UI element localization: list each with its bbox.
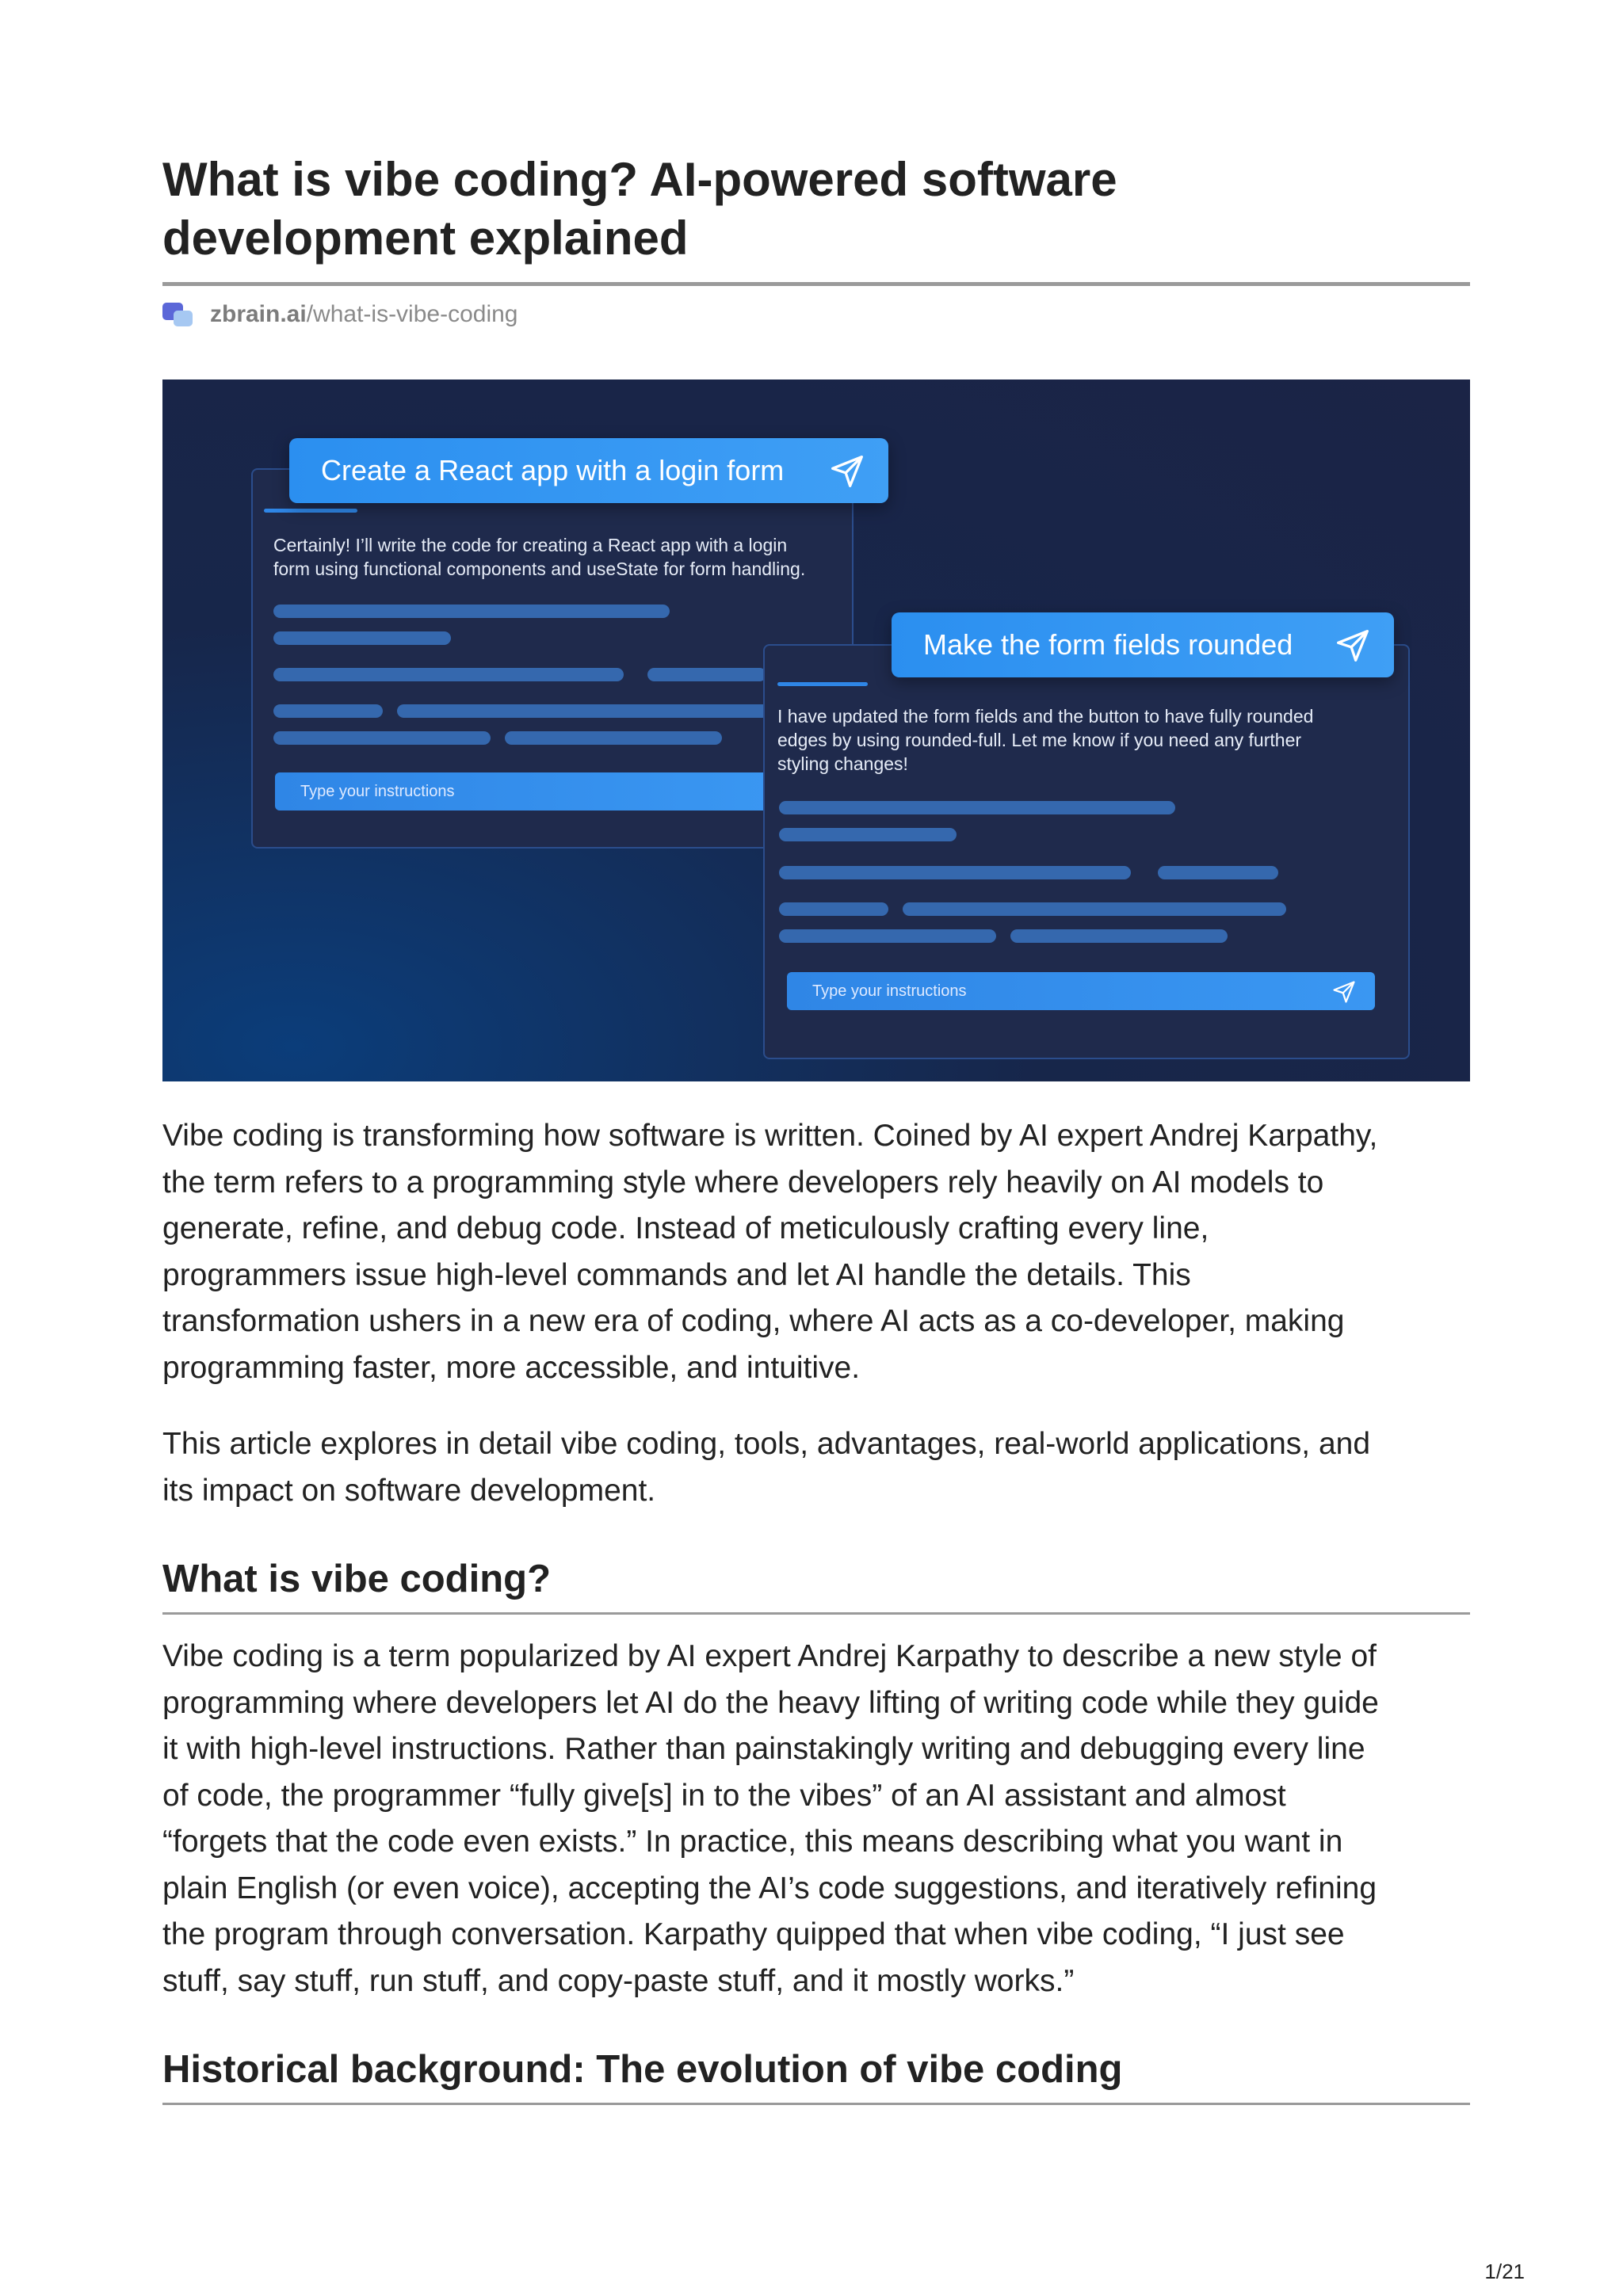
page-number: 1/21 xyxy=(1484,2260,1525,2283)
skeleton-line xyxy=(273,731,491,745)
instructions-input-2: Type your instructions xyxy=(787,972,1375,1010)
skeleton-line xyxy=(273,668,624,681)
skeleton-line xyxy=(779,902,888,916)
send-icon xyxy=(1332,980,1356,1004)
skeleton-line xyxy=(1010,929,1228,943)
skeleton-line xyxy=(273,605,670,618)
article xyxy=(162,151,1470,2105)
section-divider xyxy=(162,2103,1470,2105)
skeleton-line xyxy=(273,704,383,718)
prompt-bubble-1: Create a React app with a login form xyxy=(289,438,888,503)
title-divider xyxy=(162,282,1470,286)
intro-paragraph: Vibe coding is transforming how software is written. Coined by AI expert Andrej Karpathy, the term refers to a programming style where developers rely heavily on AI models to generate, refine, and debug code. Instead of meticulously crafting every line, programmers issue high-level commands and let AI handle the details. This transformation ushers in a new era of coding, where AI acts as a co-developer, making programming faster, more accessible, and intuitive. xyxy=(162,1119,1378,1385)
skeleton-line xyxy=(779,866,1131,879)
prompt-bubble-2: Make the form fields rounded xyxy=(892,612,1394,677)
skeleton-line xyxy=(647,668,766,681)
hero-illustration xyxy=(162,379,1470,1081)
send-icon xyxy=(830,454,865,489)
panel-accent xyxy=(777,682,868,686)
skeleton-line xyxy=(1158,866,1278,879)
panel-accent xyxy=(264,509,357,513)
site-logo-icon xyxy=(162,303,194,326)
skeleton-line xyxy=(903,902,1286,916)
send-icon xyxy=(1335,628,1370,663)
intro-paragraph-2: This article explores in detail vibe coding, tools, advantages, real-world applications, and its impact on software development. xyxy=(162,1427,1371,1508)
instructions-input-1: Type your instructions xyxy=(275,772,782,810)
section-heading-history: Historical background: The evolution of vibe coding xyxy=(162,2048,1123,2091)
skeleton-line xyxy=(779,929,996,943)
page-title: What is vibe coding? AI-powered software development explained xyxy=(162,153,1117,265)
skeleton-line xyxy=(397,704,769,718)
skeleton-line xyxy=(273,631,451,645)
skeleton-line xyxy=(505,731,722,745)
what-paragraph: Vibe coding is a term popularized by AI expert Andrej Karpathy to describe a new style of programming where developers let AI do the heavy lifting of writing code while they guide it with high-level instructions. Rather than painstakingly writing and debugging every line of code, the programmer “fully give[s] in to the vibes” of an AI assistant and almost “forgets that the code even exists.” In practice, this means describing what you want in plain English (or even voice), accepting the AI’s code suggestions, and iteratively refining the program through conversation. Karpathy quipped that when vibe coding, “I just see stuff, say stuff, run stuff, and copy-paste stuff, and it mostly works.” xyxy=(162,1639,1379,1998)
section-divider xyxy=(162,1612,1470,1615)
source-link[interactable] xyxy=(162,299,1470,330)
section-heading-what: What is vibe coding? xyxy=(162,1558,552,1600)
reply-text-2: I have updated the form fields and the button to have fully rounded edges by using rounded-full. Let me know if you need any further styling changes! xyxy=(777,706,1314,774)
skeleton-line xyxy=(779,828,957,841)
source-path: /what-is-vibe-coding xyxy=(306,301,518,327)
reply-text-1: Certainly! I’ll write the code for creating a React app with a login form using functional components and useState for form handling. xyxy=(273,535,806,579)
skeleton-line xyxy=(779,801,1175,814)
source-domain: zbrain.ai xyxy=(210,301,307,327)
